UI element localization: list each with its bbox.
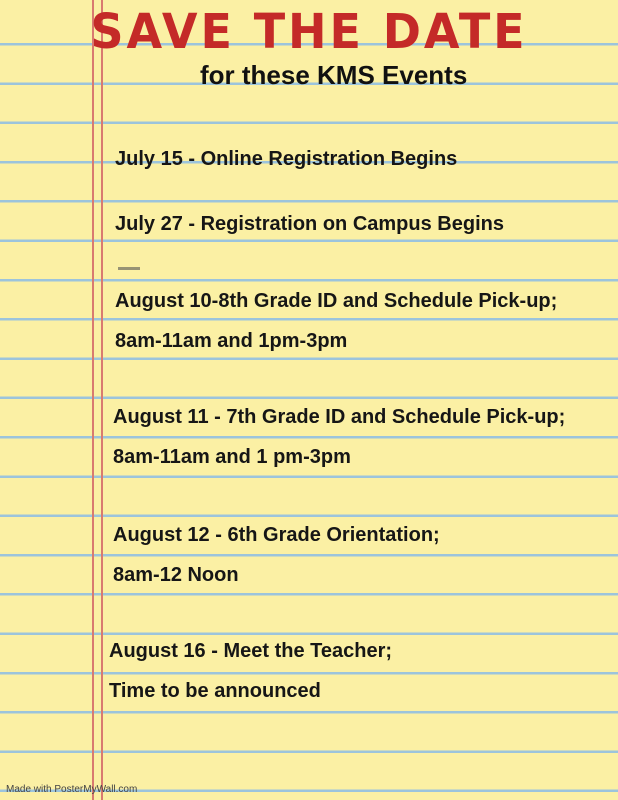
event-august-10 bbox=[115, 281, 557, 361]
postermywall-watermark: Made with PosterMyWall.com bbox=[6, 784, 138, 795]
event-time-line: 8am-11am and 1 pm-3pm bbox=[113, 446, 351, 468]
event-august-11 bbox=[113, 397, 565, 477]
event-july-27 bbox=[115, 204, 504, 244]
event-line: July 27 - Registration on Campus Begins bbox=[115, 213, 504, 235]
event-line: August 11 - 7th Grade ID and Schedule Pick-up; bbox=[113, 406, 566, 428]
save-the-date-title: SAVE THE DATE bbox=[90, 4, 528, 60]
event-time-line: Time to be announced bbox=[109, 680, 321, 702]
event-line: August 16 - Meet the Teacher; bbox=[109, 640, 393, 662]
event-line: July 15 - Online Registration Begins bbox=[115, 148, 458, 170]
small-stray-mark bbox=[118, 267, 140, 270]
event-line: August 12 - 6th Grade Orientation; bbox=[113, 524, 440, 546]
event-time-line: 8am-11am and 1pm-3pm bbox=[115, 330, 348, 352]
event-line: August 10-8th Grade ID and Schedule Pick-up; bbox=[115, 290, 558, 312]
event-august-16 bbox=[109, 631, 392, 711]
margin-line-right bbox=[101, 0, 103, 800]
margin-line-left bbox=[92, 0, 94, 800]
event-july-15 bbox=[115, 139, 457, 179]
event-august-12 bbox=[113, 515, 440, 595]
poster-subtitle: for these KMS Events bbox=[200, 60, 468, 90]
event-time-line: 8am-12 Noon bbox=[113, 564, 239, 586]
